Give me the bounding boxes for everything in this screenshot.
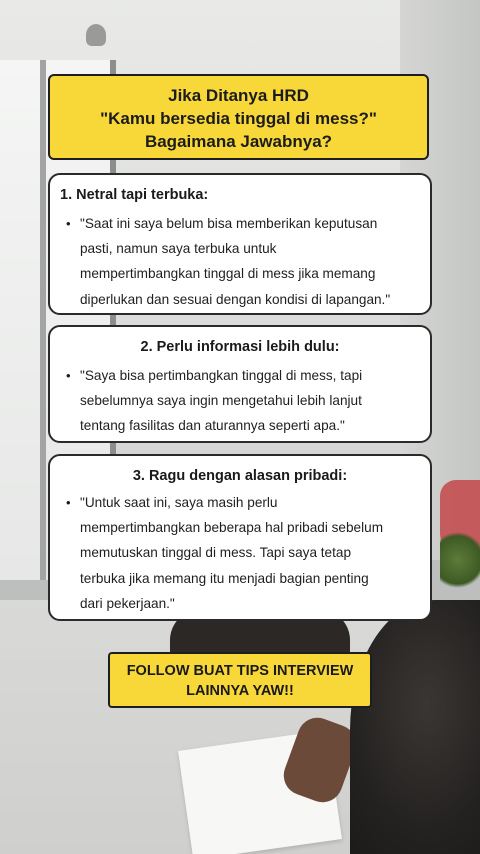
- text-line: pasti, namun saya terbuka untuk: [80, 241, 277, 257]
- text-line: mempertimbangkan tinggal di mess jika memang: [80, 266, 376, 282]
- card-heading: 2. Perlu informasi lebih dulu:: [140, 339, 340, 355]
- plant: [440, 530, 480, 590]
- text-line: "Saat ini saya belum bisa memberikan keputusan: [80, 216, 378, 231]
- text-line: memutuskan tinggal di mess. Tapi saya tetap: [80, 545, 352, 561]
- card-heading: 1. Netral tapi terbuka:: [60, 187, 209, 203]
- text-line: sebelumnya saya ingin mengetahui lebih lanjut: [80, 393, 362, 409]
- text-line: "Untuk saat ini, saya masih perlu: [80, 495, 278, 510]
- follow-cta-banner: [108, 652, 372, 708]
- text-line: terbuka jika memang itu menjadi bagian penting: [80, 570, 369, 586]
- text-line: dari pekerjaan.": [80, 595, 175, 611]
- bullet-dot: •: [66, 368, 71, 383]
- bullet-item: [66, 490, 418, 616]
- title-line-2: "Kamu bersedia tinggal di mess?": [100, 109, 377, 128]
- bullet-text: [80, 211, 390, 312]
- answer-card-2: [48, 325, 432, 443]
- bullet-item: [66, 363, 418, 439]
- bullet-text: [80, 490, 383, 616]
- title-line-1: Jika Ditanya HRD: [168, 86, 309, 105]
- card-heading: 3. Ragu dengan alasan pribadi:: [132, 468, 348, 484]
- cta-line-2: LAINNYA YAW!!: [186, 683, 294, 699]
- title-box: [48, 74, 429, 160]
- text-line: mempertimbangkan beberapa hal pribadi sebelum: [80, 520, 384, 536]
- text-line: diperlukan dan sesuai dengan kondisi di lapangan.": [80, 291, 391, 307]
- title-line-3: Bagaimana Jawabnya?: [144, 132, 333, 151]
- text-line: "Saya bisa pertimbangkan tinggal di mess, tapi: [80, 368, 363, 383]
- bullet-item: [66, 211, 418, 312]
- answer-card-1: [48, 173, 432, 315]
- bullet-dot: •: [66, 216, 71, 231]
- ceiling-lamp: [86, 24, 106, 46]
- bullet-text: [80, 363, 362, 439]
- cta-line-1: FOLLOW BUAT TIPS INTERVIEW: [126, 663, 354, 679]
- text-line: tentang fasilitas dan aturannya seperti apa.": [80, 418, 345, 434]
- answer-card-3: [48, 454, 432, 621]
- bullet-dot: •: [66, 495, 71, 510]
